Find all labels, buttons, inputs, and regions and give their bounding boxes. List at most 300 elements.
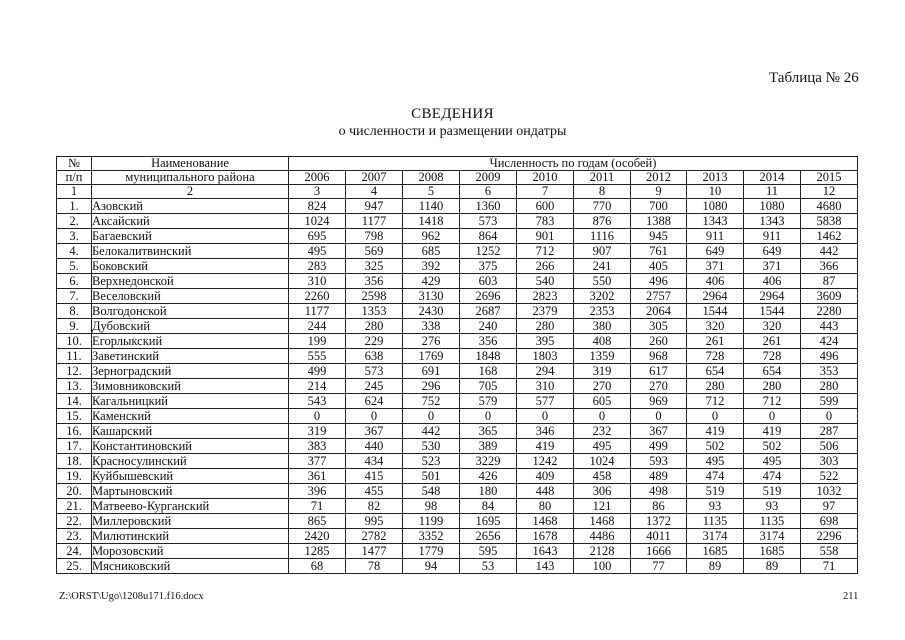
row-number: 7. (57, 289, 92, 304)
count-cell: 280 (687, 379, 744, 394)
row-number: 3. (57, 229, 92, 244)
count-cell: 260 (631, 334, 687, 349)
count-cell: 0 (289, 409, 346, 424)
table-row (57, 529, 858, 544)
table-row (57, 334, 858, 349)
count-cell: 1803 (517, 349, 574, 364)
count-cell: 319 (574, 364, 631, 379)
count-cell: 245 (346, 379, 403, 394)
count-cell: 366 (801, 259, 858, 274)
count-cell: 0 (687, 409, 744, 424)
count-cell: 2379 (517, 304, 574, 319)
district-name: Матвеево-Курганский (92, 499, 289, 514)
count-cell: 426 (460, 469, 517, 484)
count-cell: 442 (801, 244, 858, 259)
count-cell: 911 (687, 229, 744, 244)
count-cell: 1080 (744, 199, 801, 214)
district-name: Аксайский (92, 214, 289, 229)
count-cell: 1388 (631, 214, 687, 229)
count-cell: 261 (744, 334, 801, 349)
count-cell: 389 (460, 439, 517, 454)
column-number: 8 (574, 185, 631, 199)
count-cell: 3352 (403, 529, 460, 544)
count-cell: 506 (801, 439, 858, 454)
count-cell: 442 (403, 424, 460, 439)
table-row (57, 559, 858, 574)
district-name: Милютинский (92, 529, 289, 544)
count-cell: 380 (574, 319, 631, 334)
count-cell: 2964 (687, 289, 744, 304)
count-cell: 501 (403, 469, 460, 484)
table-row (57, 394, 858, 409)
year-header: 2009 (460, 171, 517, 185)
count-cell: 495 (289, 244, 346, 259)
count-cell: 100 (574, 559, 631, 574)
count-cell: 1360 (460, 199, 517, 214)
count-cell: 383 (289, 439, 346, 454)
count-cell: 305 (631, 319, 687, 334)
count-cell: 395 (517, 334, 574, 349)
column-number: 6 (460, 185, 517, 199)
column-number: 7 (517, 185, 574, 199)
row-number: 6. (57, 274, 92, 289)
count-cell: 1779 (403, 544, 460, 559)
count-cell: 93 (687, 499, 744, 514)
count-cell: 306 (574, 484, 631, 499)
district-name: Белокалитвинский (92, 244, 289, 259)
count-cell: 1468 (574, 514, 631, 529)
count-cell: 82 (346, 499, 403, 514)
count-cell: 392 (403, 259, 460, 274)
table-body (57, 199, 858, 574)
count-cell: 969 (631, 394, 687, 409)
row-number: 17. (57, 439, 92, 454)
table-row (57, 214, 858, 229)
year-header: 2013 (687, 171, 744, 185)
count-cell: 87 (801, 274, 858, 289)
column-number: 10 (687, 185, 744, 199)
count-cell: 865 (289, 514, 346, 529)
table-row (57, 364, 858, 379)
count-cell: 962 (403, 229, 460, 244)
column-number-row (57, 185, 858, 199)
count-cell: 121 (574, 499, 631, 514)
count-cell: 377 (289, 454, 346, 469)
count-cell: 3130 (403, 289, 460, 304)
count-cell: 911 (744, 229, 801, 244)
count-cell: 3174 (744, 529, 801, 544)
count-cell: 408 (574, 334, 631, 349)
district-name: Веселовский (92, 289, 289, 304)
count-cell: 310 (289, 274, 346, 289)
header-row-1 (57, 157, 858, 171)
count-cell: 2964 (744, 289, 801, 304)
count-cell: 2296 (801, 529, 858, 544)
row-number: 8. (57, 304, 92, 319)
count-cell: 240 (460, 319, 517, 334)
district-name: Боковский (92, 259, 289, 274)
count-cell: 0 (403, 409, 460, 424)
count-cell: 1848 (460, 349, 517, 364)
count-cell: 624 (346, 394, 403, 409)
count-cell: 89 (687, 559, 744, 574)
district-name: Зерноградский (92, 364, 289, 379)
count-cell: 555 (289, 349, 346, 364)
year-header: 2012 (631, 171, 687, 185)
count-cell: 4011 (631, 529, 687, 544)
count-cell: 783 (517, 214, 574, 229)
table-row (57, 544, 858, 559)
row-number: 1. (57, 199, 92, 214)
column-number: 12 (801, 185, 858, 199)
count-cell: 1116 (574, 229, 631, 244)
year-header: 2015 (801, 171, 858, 185)
count-cell: 296 (403, 379, 460, 394)
count-cell: 947 (346, 199, 403, 214)
count-cell: 396 (289, 484, 346, 499)
count-cell: 261 (687, 334, 744, 349)
count-cell: 1242 (517, 454, 574, 469)
count-cell: 519 (744, 484, 801, 499)
count-cell: 77 (631, 559, 687, 574)
count-cell: 638 (346, 349, 403, 364)
column-number: 4 (346, 185, 403, 199)
count-cell: 320 (744, 319, 801, 334)
count-cell: 232 (574, 424, 631, 439)
count-cell: 649 (687, 244, 744, 259)
count-cell: 455 (346, 484, 403, 499)
count-cell: 2353 (574, 304, 631, 319)
count-cell: 577 (517, 394, 574, 409)
count-cell: 523 (403, 454, 460, 469)
table-row (57, 244, 858, 259)
district-name: Верхнедонской (92, 274, 289, 289)
count-cell: 375 (460, 259, 517, 274)
count-cell: 434 (346, 454, 403, 469)
count-cell: 0 (346, 409, 403, 424)
year-header: 2008 (403, 171, 460, 185)
count-cell: 1418 (403, 214, 460, 229)
table-row (57, 439, 858, 454)
count-cell: 1643 (517, 544, 574, 559)
year-header: 2006 (289, 171, 346, 185)
district-name: Мартыновский (92, 484, 289, 499)
count-cell: 654 (744, 364, 801, 379)
count-cell: 367 (346, 424, 403, 439)
table-row (57, 259, 858, 274)
count-cell: 356 (346, 274, 403, 289)
count-cell: 573 (460, 214, 517, 229)
count-cell: 406 (687, 274, 744, 289)
count-cell: 995 (346, 514, 403, 529)
count-cell: 499 (289, 364, 346, 379)
count-cell: 2280 (801, 304, 858, 319)
district-name: Каменский (92, 409, 289, 424)
count-cell: 78 (346, 559, 403, 574)
count-cell: 2064 (631, 304, 687, 319)
count-cell: 199 (289, 334, 346, 349)
count-cell: 71 (801, 559, 858, 574)
population-table (56, 156, 858, 574)
count-cell: 367 (631, 424, 687, 439)
count-cell: 495 (574, 439, 631, 454)
count-cell: 0 (744, 409, 801, 424)
count-cell: 443 (801, 319, 858, 334)
count-cell: 761 (631, 244, 687, 259)
header-cell-name (92, 157, 289, 171)
count-cell: 143 (517, 559, 574, 574)
row-number: 19. (57, 469, 92, 484)
table-row (57, 349, 858, 364)
count-cell: 419 (517, 439, 574, 454)
count-cell: 502 (744, 439, 801, 454)
count-cell: 617 (631, 364, 687, 379)
count-cell: 71 (289, 499, 346, 514)
table-row (57, 274, 858, 289)
count-cell: 325 (346, 259, 403, 274)
count-cell: 550 (574, 274, 631, 289)
count-cell: 548 (403, 484, 460, 499)
count-cell: 593 (631, 454, 687, 469)
district-name: Куйбышевский (92, 469, 289, 484)
year-header: 2011 (574, 171, 631, 185)
row-number: 14. (57, 394, 92, 409)
count-cell: 429 (403, 274, 460, 289)
count-cell: 319 (289, 424, 346, 439)
count-cell: 287 (801, 424, 858, 439)
table-row (57, 289, 858, 304)
count-cell: 1544 (687, 304, 744, 319)
count-cell: 280 (744, 379, 801, 394)
column-number: 3 (289, 185, 346, 199)
count-cell: 1343 (744, 214, 801, 229)
column-number: 2 (92, 185, 289, 199)
count-cell: 361 (289, 469, 346, 484)
header-name-line2: муниципального района (92, 171, 289, 185)
count-cell: 695 (289, 229, 346, 244)
count-cell: 489 (631, 469, 687, 484)
district-name: Кашарский (92, 424, 289, 439)
count-cell: 649 (744, 244, 801, 259)
header-cell-number (57, 157, 92, 171)
count-cell: 1135 (687, 514, 744, 529)
count-cell: 93 (744, 499, 801, 514)
district-name: Багаевский (92, 229, 289, 244)
column-number: 1 (57, 185, 92, 199)
count-cell: 4680 (801, 199, 858, 214)
count-cell: 599 (801, 394, 858, 409)
count-cell: 1032 (801, 484, 858, 499)
count-cell: 1177 (289, 304, 346, 319)
table-row (57, 199, 858, 214)
table-row (57, 484, 858, 499)
count-cell: 2260 (289, 289, 346, 304)
count-cell: 700 (631, 199, 687, 214)
count-cell: 495 (744, 454, 801, 469)
row-number: 2. (57, 214, 92, 229)
count-cell: 409 (517, 469, 574, 484)
district-name: Зимовниковский (92, 379, 289, 394)
document-title: СВЕДЕНИЯ (411, 106, 494, 122)
count-cell: 474 (744, 469, 801, 484)
count-cell: 405 (631, 259, 687, 274)
count-cell: 864 (460, 229, 517, 244)
count-cell: 907 (574, 244, 631, 259)
row-number: 9. (57, 319, 92, 334)
count-cell: 496 (801, 349, 858, 364)
count-cell: 2696 (460, 289, 517, 304)
count-cell: 603 (460, 274, 517, 289)
row-number: 4. (57, 244, 92, 259)
count-cell: 1359 (574, 349, 631, 364)
count-cell: 0 (801, 409, 858, 424)
count-cell: 371 (687, 259, 744, 274)
column-number: 5 (403, 185, 460, 199)
count-cell: 474 (687, 469, 744, 484)
count-cell: 303 (801, 454, 858, 469)
count-cell: 270 (574, 379, 631, 394)
count-cell: 605 (574, 394, 631, 409)
row-number: 5. (57, 259, 92, 274)
count-cell: 310 (517, 379, 574, 394)
count-cell: 86 (631, 499, 687, 514)
table-row (57, 499, 858, 514)
count-cell: 712 (517, 244, 574, 259)
column-number: 11 (744, 185, 801, 199)
group-header: Численность по годам (особей) (289, 157, 858, 171)
district-name: Азовский (92, 199, 289, 214)
row-number: 21. (57, 499, 92, 514)
count-cell: 276 (403, 334, 460, 349)
count-cell: 1080 (687, 199, 744, 214)
count-cell: 691 (403, 364, 460, 379)
count-cell: 705 (460, 379, 517, 394)
count-cell: 365 (460, 424, 517, 439)
count-cell: 244 (289, 319, 346, 334)
count-cell: 3229 (460, 454, 517, 469)
row-number: 25. (57, 559, 92, 574)
district-name: Волгодонской (92, 304, 289, 319)
count-cell: 2687 (460, 304, 517, 319)
count-cell: 519 (687, 484, 744, 499)
count-cell: 1477 (346, 544, 403, 559)
count-cell: 4486 (574, 529, 631, 544)
count-cell: 728 (687, 349, 744, 364)
count-cell: 0 (631, 409, 687, 424)
count-cell: 728 (744, 349, 801, 364)
row-number: 12. (57, 364, 92, 379)
count-cell: 595 (460, 544, 517, 559)
count-cell: 1140 (403, 199, 460, 214)
count-cell: 97 (801, 499, 858, 514)
count-cell: 712 (744, 394, 801, 409)
count-cell: 280 (801, 379, 858, 394)
header-row-2 (57, 171, 858, 185)
count-cell: 415 (346, 469, 403, 484)
count-cell: 353 (801, 364, 858, 379)
district-name: Заветинский (92, 349, 289, 364)
count-cell: 3609 (801, 289, 858, 304)
count-cell: 798 (346, 229, 403, 244)
count-cell: 229 (346, 334, 403, 349)
count-cell: 424 (801, 334, 858, 349)
count-cell: 320 (687, 319, 744, 334)
count-cell: 346 (517, 424, 574, 439)
count-cell: 1685 (687, 544, 744, 559)
count-cell: 1024 (574, 454, 631, 469)
page-number: 211 (843, 591, 859, 602)
district-name: Константиновский (92, 439, 289, 454)
district-name: Мясниковский (92, 559, 289, 574)
table-row (57, 514, 858, 529)
count-cell: 356 (460, 334, 517, 349)
document-subtitle: о численности и размещении ондатры (338, 124, 567, 139)
count-cell: 496 (631, 274, 687, 289)
count-cell: 752 (403, 394, 460, 409)
header-number-line1: № (68, 156, 80, 170)
row-number: 16. (57, 424, 92, 439)
count-cell: 499 (631, 439, 687, 454)
count-cell: 530 (403, 439, 460, 454)
count-cell: 1462 (801, 229, 858, 244)
count-cell: 543 (289, 394, 346, 409)
table-row (57, 304, 858, 319)
table-row (57, 319, 858, 334)
district-name: Дубовский (92, 319, 289, 334)
count-cell: 3174 (687, 529, 744, 544)
count-cell: 94 (403, 559, 460, 574)
table-row (57, 409, 858, 424)
count-cell: 2128 (574, 544, 631, 559)
count-cell: 5838 (801, 214, 858, 229)
header-name-line1: Наименование (151, 156, 229, 170)
count-cell: 945 (631, 229, 687, 244)
row-number: 22. (57, 514, 92, 529)
district-name: Миллеровский (92, 514, 289, 529)
count-cell: 495 (687, 454, 744, 469)
count-cell: 80 (517, 499, 574, 514)
count-cell: 2757 (631, 289, 687, 304)
count-cell: 685 (403, 244, 460, 259)
count-cell: 1666 (631, 544, 687, 559)
count-cell: 1769 (403, 349, 460, 364)
count-cell: 1135 (744, 514, 801, 529)
table-row (57, 379, 858, 394)
header-number-line2: п/п (57, 171, 92, 185)
count-cell: 419 (687, 424, 744, 439)
count-cell: 2782 (346, 529, 403, 544)
row-number: 23. (57, 529, 92, 544)
count-cell: 419 (744, 424, 801, 439)
count-cell: 1468 (517, 514, 574, 529)
count-cell: 448 (517, 484, 574, 499)
count-cell: 2598 (346, 289, 403, 304)
row-number: 20. (57, 484, 92, 499)
count-cell: 569 (346, 244, 403, 259)
count-cell: 2823 (517, 289, 574, 304)
count-cell: 712 (687, 394, 744, 409)
count-cell: 283 (289, 259, 346, 274)
count-cell: 214 (289, 379, 346, 394)
count-cell: 2420 (289, 529, 346, 544)
count-cell: 654 (687, 364, 744, 379)
count-cell: 1372 (631, 514, 687, 529)
count-cell: 338 (403, 319, 460, 334)
count-cell: 241 (574, 259, 631, 274)
district-name: Кагальницкий (92, 394, 289, 409)
district-name: Морозовский (92, 544, 289, 559)
count-cell: 2656 (460, 529, 517, 544)
